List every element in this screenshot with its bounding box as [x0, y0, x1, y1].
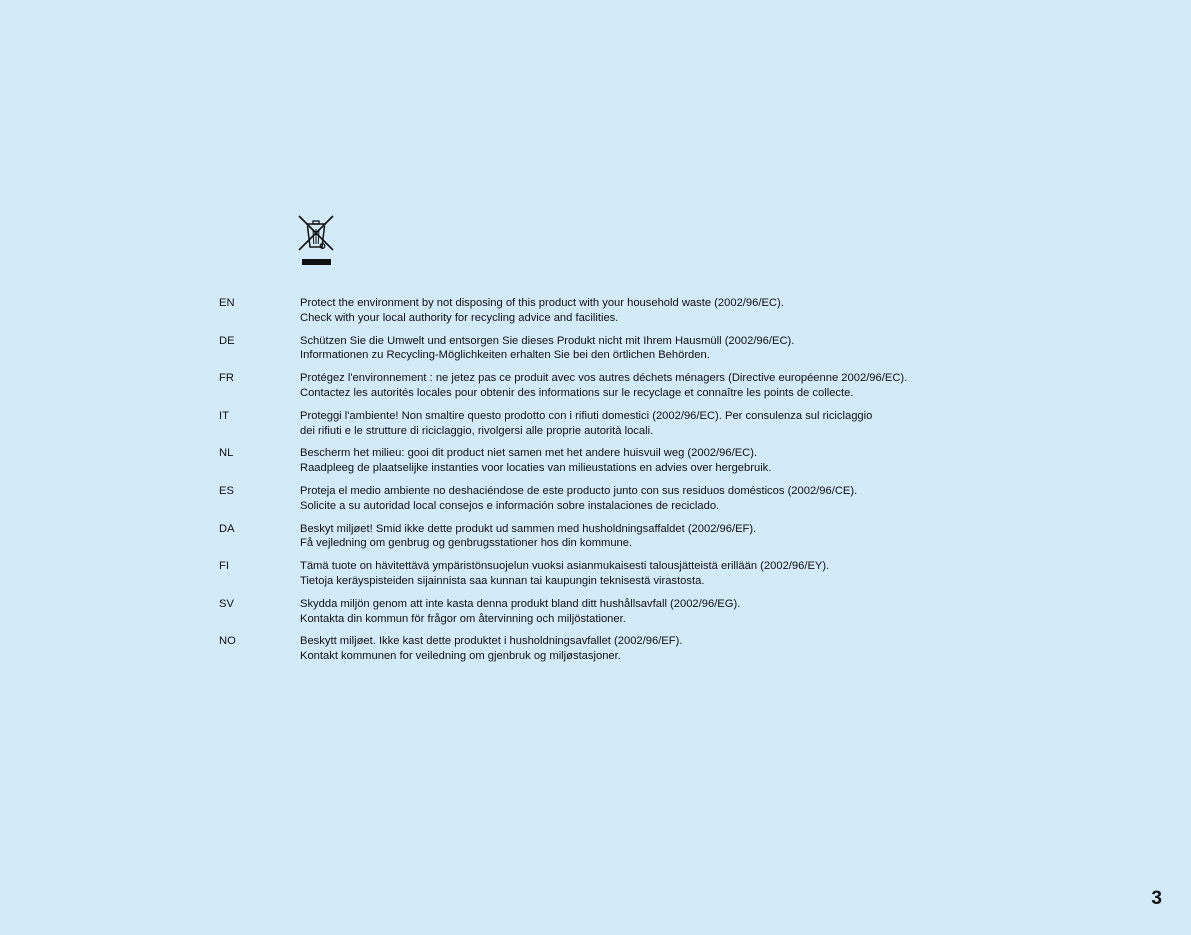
language-code: DA — [219, 522, 235, 535]
notice-line: Kontakt kommunen for veiledning om gjenbruk og miljøstasjoner. — [300, 650, 621, 663]
notice-entry-fi — [219, 559, 1119, 597]
notice-line: Skydda miljön genom att inte kasta denna produkt bland ditt hushållsavfall (2002/96/EG). — [300, 597, 741, 610]
notice-line: Bescherm het milieu: gooi dit product niet samen met het andere huisvuil weg (2002/96/EC). — [300, 447, 758, 460]
notice-line: Proteggi l'ambiente! Non smaltire questo prodotto con i rifiuti domestici (2002/96/EC). Per consulenza sul riciclaggio — [300, 409, 873, 422]
notice-text — [300, 559, 1119, 589]
language-code: FR — [219, 372, 234, 385]
language-code: IT — [219, 409, 229, 422]
notice-text — [300, 522, 1119, 552]
language-code: FI — [219, 560, 229, 573]
notice-entry-da — [219, 522, 1119, 560]
notice-line: Protect the environment by not disposing of this product with your household waste (2002/96/EC). — [300, 297, 784, 309]
language-code: NO — [219, 635, 236, 648]
notice-entry-de — [219, 334, 1119, 372]
notice-text — [300, 296, 1119, 326]
notice-line: Beskyt miljøet! Smid ikke dette produkt ud sammen med husholdningsaffaldet (2002/96/EF). — [300, 522, 757, 535]
notice-line: Tämä tuote on hävitettävä ympäristönsuojelun vuoksi asianmukaisesti talousjätteistä erillään (2002/96/EY). — [300, 560, 830, 573]
notice-text — [300, 634, 1119, 664]
notice-entry-sv — [219, 597, 1119, 635]
notice-line: Få vejledning om genbrug og genbrugsstationer hos din kommune. — [300, 537, 633, 550]
notice-text — [300, 371, 1119, 401]
notice-line: Raadpleeg de plaatselijke instanties voor locaties van milieustations en advies over hergebruik. — [300, 462, 772, 475]
notice-text — [300, 446, 1119, 476]
page-number: 3 — [1151, 888, 1162, 909]
notice-line: Solicite a su autoridad local consejos e información sobre instalaciones de reciclado. — [300, 499, 720, 512]
language-code: SV — [219, 597, 234, 610]
crossed-out-wheelie-bin-icon — [297, 214, 335, 268]
language-code: NL — [219, 447, 234, 460]
weee-notice-list — [219, 296, 1119, 672]
notice-line: Tietoja keräyspisteiden sijainnista saa kunnan tai kaupungin teknisestä virastosta. — [300, 574, 705, 587]
notice-entry-es — [219, 484, 1119, 522]
notice-line: Protégez l'environnement : ne jetez pas ce produit avec vos autres déchets ménagers (Directive européenne 2002/96/EC). — [300, 372, 908, 385]
notice-line: dei rifiuti e le strutture di riciclaggio, rivolgersi alle proprie autorità locali. — [300, 424, 654, 437]
notice-text — [300, 334, 1119, 364]
notice-text — [300, 409, 1119, 439]
notice-line: Informationen zu Recycling-Möglichkeiten erhalten Sie bei den örtlichen Behörden. — [300, 349, 710, 362]
notice-text — [300, 597, 1119, 627]
notice-line: Kontakta din kommun för frågor om återvinning och miljöstationer. — [300, 612, 626, 625]
notice-entry-en — [219, 296, 1119, 334]
language-code: DE — [219, 334, 235, 347]
notice-entry-fr — [219, 371, 1119, 409]
notice-entry-no — [219, 634, 1119, 672]
notice-line: Check with your local authority for recycling advice and facilities. — [300, 311, 619, 324]
notice-entry-it — [219, 409, 1119, 447]
notice-line: Proteja el medio ambiente no deshaciéndose de este producto junto con sus residuos domésticos (2002/96/CE). — [300, 484, 858, 497]
language-code: EN — [219, 297, 235, 309]
notice-entry-nl — [219, 446, 1119, 484]
notice-line: Schützen Sie die Umwelt und entsorgen Sie dieses Produkt nicht mit Ihrem Hausmüll (2002/96/EC). — [300, 334, 795, 347]
notice-line: Beskytt miljøet. Ikke kast dette produktet i husholdningsavfallet (2002/96/EF). — [300, 635, 683, 648]
notice-text — [300, 484, 1119, 514]
language-code: ES — [219, 484, 234, 497]
notice-line: Contactez les autorités locales pour obtenir des informations sur le recyclage et connaître les points de collecte. — [300, 386, 854, 399]
